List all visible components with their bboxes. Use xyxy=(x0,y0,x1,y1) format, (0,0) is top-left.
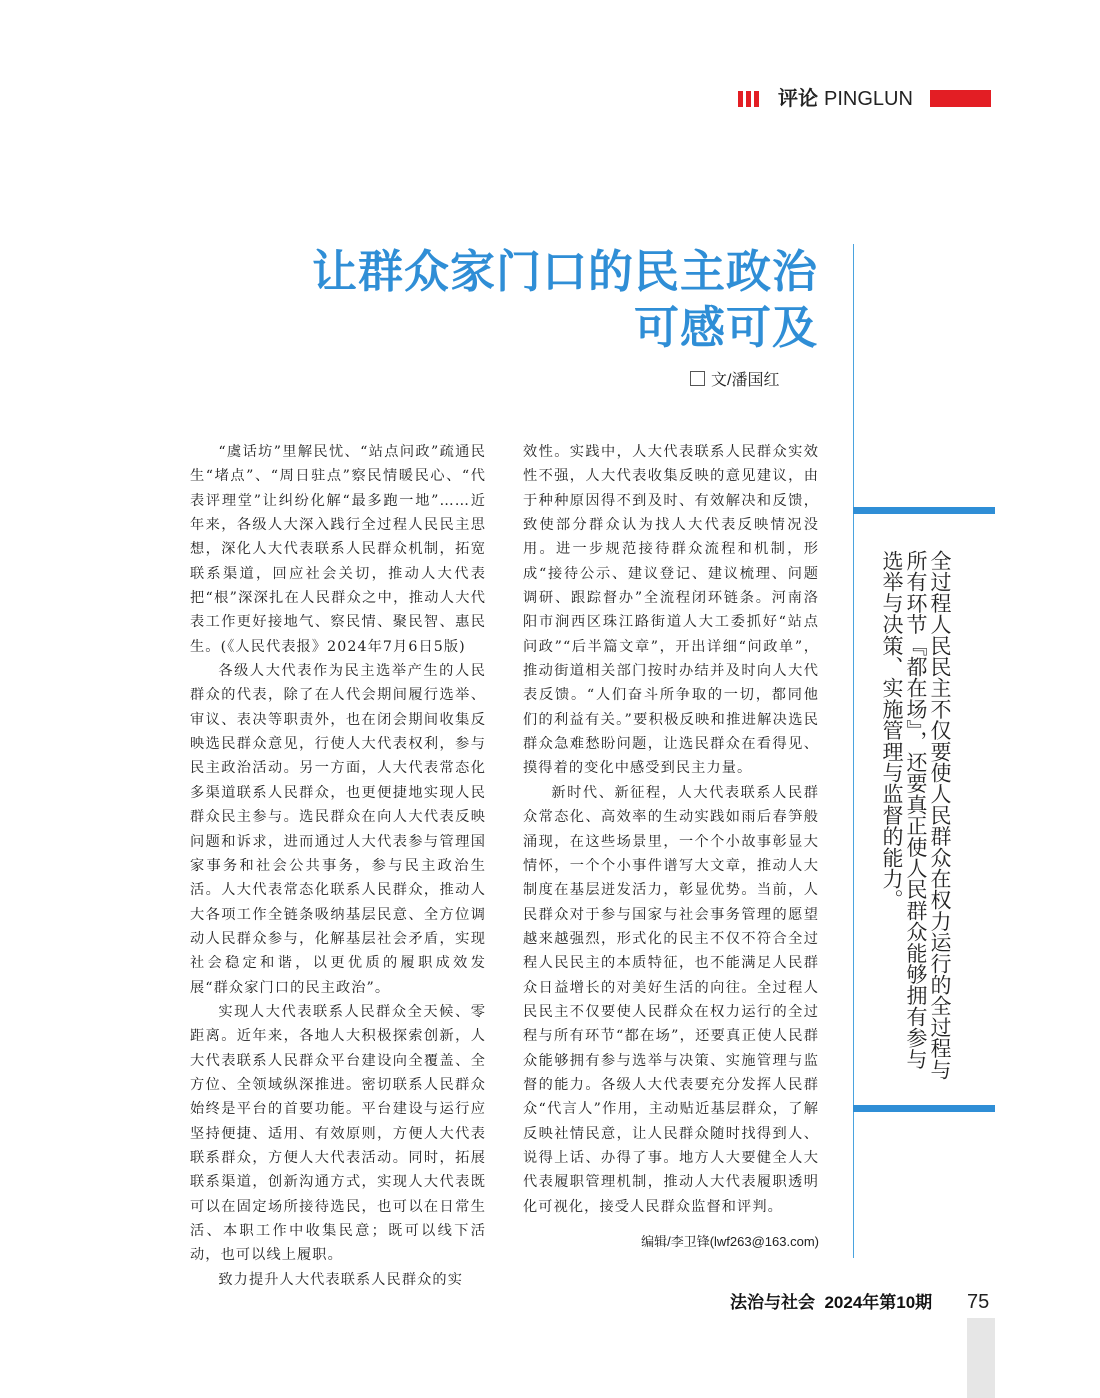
body-column-right xyxy=(523,440,819,1219)
footer-issue: 2024年第10期 xyxy=(824,1293,933,1312)
page-edge-tab xyxy=(967,1318,995,1398)
body-paragraph: 新时代、新征程，人大代表联系人民群众常态化、高效率的生动实践如雨后春笋般涌现，在这些场景里，一个个小故事彰显大情怀，一个个小事件谱写大文章，推动人大制度在基层迸发活力，彰显优势。当前，人民群众对于参与国家与社会事务管理的愿望越来越强烈，形式化的民主不仅不符合全过程人民民主的本质特征，也不能满足人民群众日益增长的对美好生活的向往。全过程人民民主不仅要使人民群众在权力运行的全过程与所有环节“都在场”，还要真正使人民群众能够拥有参与选举与决策、实施管理与监督的能力。各级人大代表要充分发挥人民群众“代言人”作用，主动贴近基层群众，了解反映社情民意，让人民群众随时找得到人、说得上话、办得了事。地方人大要健全人大代表履职管理机制，推动人大代表履职透明化可视化，接受人民群众监督和评判。 xyxy=(523,784,819,1215)
pull-quote-top-rule xyxy=(853,507,995,514)
article-byline xyxy=(690,370,779,392)
footer-publication xyxy=(730,1292,932,1314)
editor-credit: 编辑/李卫锋(lwf263@163.com) xyxy=(641,1234,819,1249)
body-paragraph: 实现人大代表联系人民群众全天候、零距离。近年来，各地人大积极探索创新，人大代表联系人民群众平台建设向全覆盖、全方位、全领域纵深推进。密切联系人民群众始终是平台的首要功能。平台建设与运行应坚持便捷、适用、有效原则，方便人大代表联系群众，方便人大代表活动。同时，拓展联系渠道，创新沟通方式，实现人大代表既可以在固定场所接待选民，也可以在日常生活、本职工作中收集民意；既可以线下活动，也可以线上履职。 xyxy=(190,1003,486,1264)
body-paragraph: “虞话坊”里解民忧、“站点问政”疏通民生“堵点”、“周日驻点”察民情暖民心、“代表评理堂”让纠纷化解“最多跑一地”……近年来，各级人大深入践行全过程人民民主思想，深化人大代表联系人民群众机制，拓宽联系渠道，回应社会关切，推动人大代表把“根”深深扎在人民群众之中，推动人大代表工作更好接地气、察民情、聚民智、惠民生。(《人民代表报》2024年7月6日5版) xyxy=(190,444,486,655)
page-number: 75 xyxy=(967,1291,990,1313)
body-paragraph: 致力提升人大代表联系人民群众的实 xyxy=(218,1271,463,1288)
section-red-bar xyxy=(930,90,991,107)
body-column-left xyxy=(190,440,486,1292)
section-marker-bars xyxy=(738,91,765,107)
section-label-cn: 评论 xyxy=(778,88,818,110)
body-paragraph: 各级人大代表作为民主选举产生的人民群众的代表，除了在人代会期间履行选举、审议、表决等职责外，也在闭会期间收集反映选民群众意见，行使人大代表权利，参与民主政治活动。另一方面，人大代表常态化多渠道联系人民群众，也更便捷地实现人民群众民主参与。选民群众在向人大代表反映问题和诉求，进而通过人大代表参与管理国家事务和社会公共事务，参与民主政治生活。人大代表常态化联系人民群众，推动人大各项工作全链条吸纳基层民意、全方位调动人民群众参与，化解基层社会矛盾，实现社会稳定和谐，以更优质的履职成效发展“群众家门口的民主政治”。 xyxy=(190,663,486,996)
article-title xyxy=(250,244,818,356)
section-label xyxy=(778,87,913,111)
body-paragraph: 效性。实践中，人大代表联系人民群众实效性不强，人大代表收集反映的意见建议，由于种种原因得不到及时、有效解决和反馈，致使部分群众认为找人大代表反映情况没用。进一步规范接待群众流程和机制，形成“接待公示、建议登记、建议梳理、问题调研、跟踪督办”全流程闭环链条。河南洛阳市涧西区珠江路街道人大工委抓好“站点问政”“后半篇文章”，开出详细“问政单”，推动街道相关部门按时办结并及时向人大代表反馈。“人们奋斗所争取的一切，都同他们的利益有关。”要积极反映和推进解决选民群众急难愁盼问题，让选民群众在看得见、摸得着的变化中感受到民主力量。 xyxy=(523,444,819,777)
article-title-line1: 让群众家门口的民主政治 xyxy=(311,245,818,298)
article-title-line2: 可感可及 xyxy=(633,301,818,354)
section-label-en: PINGLUN xyxy=(824,88,913,110)
byline-box-icon xyxy=(690,371,705,386)
pull-quote-bottom-rule xyxy=(853,1105,995,1112)
footer-magazine: 法治与社会 xyxy=(730,1293,815,1312)
pull-quote: 全过程人民民主不仅要使人民群众在权力运行的全过程与所有环节『都在场』，还要真正使人民群众能够拥有参与选举与决策、实施管理与监督的能力。 xyxy=(880,550,952,1080)
byline-text: 文/潘国红 xyxy=(711,372,780,389)
